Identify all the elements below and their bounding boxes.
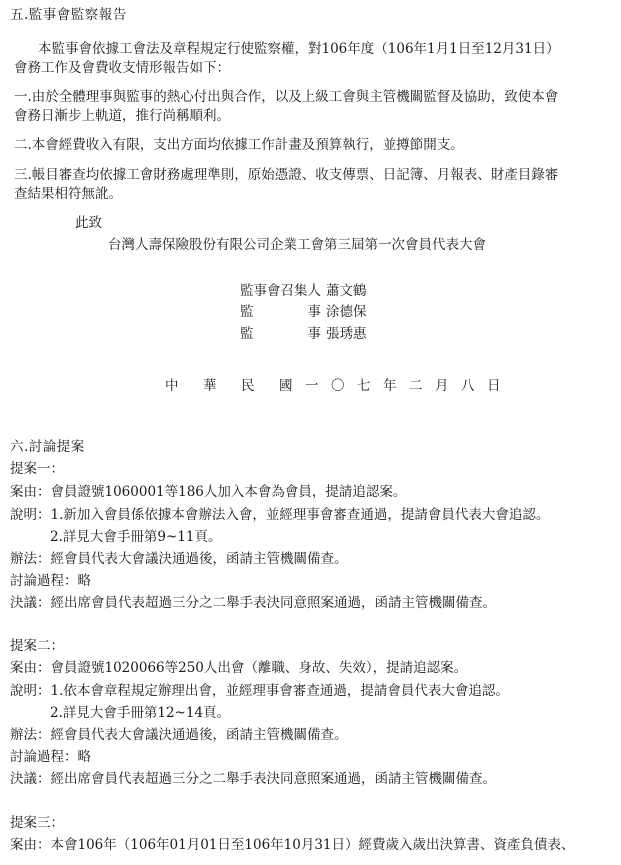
section5-item3-line1: 三.帳目審查均依據工會財務處理準則，原始憑證、收支傳票、日記簿、月報表、財產目錄審 bbox=[14, 167, 559, 183]
signature-row bbox=[240, 303, 367, 321]
date-char: 七 bbox=[357, 378, 371, 394]
date-char: 一 bbox=[305, 378, 319, 394]
proposal3-title: 提案三： bbox=[10, 815, 64, 831]
signature-name: 蕭文鶴 bbox=[326, 283, 367, 299]
report-date bbox=[165, 377, 507, 395]
date-char: 〇 bbox=[331, 378, 345, 394]
section5-intro-line2: 會務工作及會費收支情形報告如下： bbox=[14, 60, 230, 76]
proposal2-explain1: 說明：1.依本會章程規定辦理出會，並經理事會審查通過，提請會員代表大會追認。 bbox=[10, 683, 509, 699]
date-char: 民 bbox=[241, 378, 255, 394]
proposal1-title: 提案一： bbox=[10, 461, 64, 477]
date-char: 八 bbox=[461, 378, 475, 394]
section5-item3-line2: 查結果相符無訛。 bbox=[14, 186, 122, 202]
proposal1-method: 辦法：經會員代表大會議決通過後，函請主管機關備查。 bbox=[10, 551, 348, 567]
proposal2-cause: 案由：會員證號1020066等250人出會（離職、身故、失效），提請追認案。 bbox=[10, 660, 468, 676]
signature-row bbox=[240, 282, 367, 300]
proposal1-resolution: 決議：經出席會員代表超過三分之二舉手表決同意照案通過，函請主管機關備查。 bbox=[10, 595, 496, 611]
date-char: 中 bbox=[165, 378, 179, 394]
proposal1-process: 討論過程：略 bbox=[10, 573, 91, 589]
recipient: 台灣人壽保險股份有限公司企業工會第三屆第一次會員代表大會 bbox=[108, 237, 486, 253]
signature-row bbox=[240, 325, 367, 343]
proposal3-cause: 案由：本會106年（106年01月01日至106年10月31日）經費歲入歲出決算書、資產負債表、 bbox=[10, 837, 575, 853]
proposal2-title: 提案二： bbox=[10, 638, 64, 654]
date-char: 年 bbox=[383, 378, 397, 394]
section5-item1-line1: 一.由於全體理事與監事的熱心付出與合作，以及上級工會與主管機關監督及協助，致使本會 bbox=[14, 89, 559, 105]
proposal1-cause: 案由：會員證號1060001等186人加入本會為會員，提請追認案。 bbox=[10, 484, 407, 500]
proposal2-method: 辦法：經會員代表大會議決通過後，函請主管機關備查。 bbox=[10, 727, 348, 743]
signature-role: 監事會召集人 bbox=[240, 283, 321, 299]
proposal2-resolution: 決議：經出席會員代表超過三分之二舉手表決同意照案通過，函請主管機關備查。 bbox=[10, 771, 496, 787]
date-char: 月 bbox=[435, 378, 449, 394]
signature-role: 監 事 bbox=[240, 326, 321, 342]
section5-intro-line1: 本監事會依據工會法及章程規定行使監察權，對106年度（106年1月1日至12月31日） bbox=[38, 41, 560, 57]
section5-item2: 二.本會經費收入有限，支出方面均依據工作計畫及預算執行，並撙節開支。 bbox=[14, 137, 464, 153]
date-char: 華 bbox=[203, 378, 217, 394]
proposal1-explain2: 2.詳見大會手冊第9~11頁。 bbox=[50, 529, 222, 545]
signature-role: 監 事 bbox=[240, 304, 321, 320]
section5-item1-line2: 會務日漸步上軌道，推行尚稱順利。 bbox=[14, 108, 230, 124]
date-char: 日 bbox=[487, 378, 501, 394]
section6-heading: 六.討論提案 bbox=[10, 439, 85, 455]
section5-heading: 五.監事會監察報告 bbox=[10, 7, 127, 23]
salutation: 此致 bbox=[75, 215, 102, 231]
date-char: 二 bbox=[409, 378, 423, 394]
proposal2-process: 討論過程：略 bbox=[10, 749, 91, 765]
signature-name: 涂德保 bbox=[326, 304, 367, 320]
signature-name: 張琇惠 bbox=[326, 326, 367, 342]
proposal2-explain2: 2.詳見大會手冊第12~14頁。 bbox=[50, 705, 231, 721]
proposal1-explain1: 說明：1.新加入會員係依據本會辦法入會，並經理事會審查通過，提請會員代表大會追認。 bbox=[10, 507, 550, 523]
date-char: 國 bbox=[279, 378, 293, 394]
